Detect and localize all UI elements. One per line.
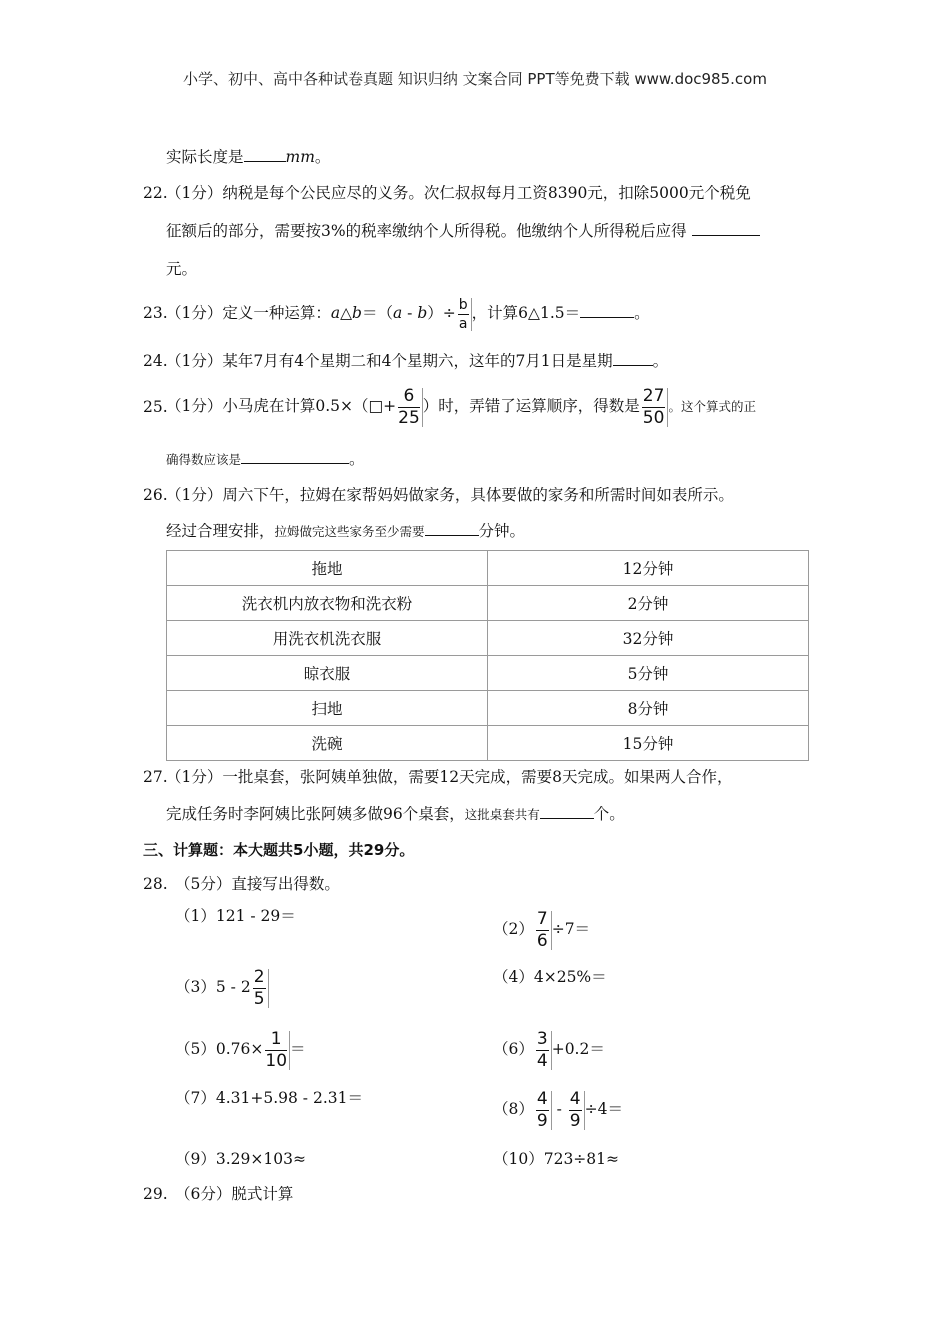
q28-p3-pre: （3）5 - 2 — [175, 978, 251, 996]
q26-line2c: 分钟。 — [478, 522, 526, 540]
q27-line2b: 这批桌套共有 — [464, 807, 540, 822]
q23-op: △ — [340, 304, 353, 322]
chore-name: 拖地 — [167, 551, 488, 586]
q24-text: （1分）某年7月有4个星期二和4个星期六，这年的7月1日是星期 — [166, 352, 613, 370]
q28-p5-num: 1 — [265, 1031, 287, 1051]
q26-line1: （1分）周六下午，拉姆在家帮妈妈做家务，具体要做的家务和所需时间如表所示。 — [166, 486, 734, 504]
q22-line2 — [166, 220, 760, 242]
q28-number: 28. — [143, 875, 168, 893]
q28-item-5 — [175, 1026, 306, 1072]
q28-item-10: （10）723÷81≈ — [493, 1150, 620, 1168]
q28-p6-post: +0.2＝ — [551, 1040, 605, 1058]
q26-number: 26. — [143, 486, 168, 504]
q24-blank[interactable] — [613, 351, 653, 366]
q23-var-a2: a — [393, 304, 403, 322]
q28-p8-post: ÷4＝ — [584, 1100, 623, 1118]
q22-number: 22. — [143, 184, 168, 202]
q28-item-1: （1）121 - 29＝ — [175, 907, 296, 925]
q28-item-3 — [175, 964, 269, 1010]
q27-blank[interactable] — [540, 804, 594, 819]
q23-eq: ＝（ — [361, 304, 393, 322]
q28-p8-den1: 9 — [536, 1110, 548, 1131]
q23-frac-den: a — [458, 315, 468, 332]
q23-var-a: a — [330, 304, 341, 322]
q28-p5-post: ＝ — [290, 1040, 306, 1058]
q25-frac1-num: 6 — [398, 388, 420, 408]
q28-p3-fraction — [251, 966, 269, 1009]
q21-blank[interactable] — [244, 147, 286, 162]
q28-item-7: （7）4.31+5.98 - 2.31＝ — [175, 1089, 363, 1107]
q21-tail — [166, 146, 330, 168]
chore-name: 洗衣机内放衣物和洗衣粉 — [167, 586, 488, 621]
q21-text: 实际长度是 — [166, 148, 244, 166]
q28-p8-pre: （8） — [493, 1100, 534, 1118]
chore-time: 15分钟 — [488, 726, 809, 761]
q28-item-9: （9）3.29×103≈ — [175, 1150, 306, 1168]
chore-time: 8分钟 — [488, 691, 809, 726]
q25-frac2-num: 27 — [642, 385, 665, 406]
q23-blank[interactable] — [580, 303, 634, 318]
q28-p6-num: 3 — [536, 1028, 548, 1049]
q25-line2-text: 确得数应该是 — [166, 452, 242, 467]
q28-p2-num: 7 — [536, 908, 548, 929]
q24-number: 24. — [143, 352, 168, 370]
q25-frac2-den: 50 — [642, 407, 665, 428]
q23-minus: - — [402, 304, 418, 322]
q25-number: 25. — [143, 398, 168, 416]
q28-p2-den: 6 — [536, 930, 548, 951]
q23-fraction — [456, 298, 472, 331]
q23-end: 。 — [634, 304, 650, 322]
q28-p5-pre: （5）0.76× — [175, 1040, 264, 1058]
q25-frac1-den: 25 — [398, 407, 420, 428]
q25-blank[interactable] — [241, 449, 349, 464]
q25-body — [166, 382, 756, 431]
q22-line2-text: 征额后的部分，需要按3%的税率缴纳个人所得税。他缴纳个人所得税后应得 — [166, 222, 687, 240]
q21-unit: mm — [285, 148, 315, 166]
q23-pre: （1分）定义一种运算： — [166, 304, 331, 322]
q28-p6-den: 4 — [536, 1050, 548, 1071]
q26-blank[interactable] — [425, 521, 479, 536]
q26-line2 — [166, 520, 525, 543]
q27-number: 27. — [143, 768, 168, 786]
chore-name: 晾衣服 — [167, 656, 488, 691]
table-row — [167, 621, 809, 656]
chore-name: 洗碗 — [167, 726, 488, 761]
q28-p3-num: 2 — [253, 966, 265, 987]
chore-name: 用洗衣机洗衣服 — [167, 621, 488, 656]
q25-mid: ）时，弄错了运算顺序，得数是 — [422, 397, 640, 415]
q28-item-6 — [493, 1026, 605, 1072]
q22-line1: （1分）纳税是每个公民应尽的义务。次仁叔叔每月工资8390元，扣除5000元个税免 — [166, 184, 751, 202]
q28-p3-den: 5 — [253, 988, 265, 1009]
q27-line2c: 个。 — [593, 805, 625, 823]
q22-blank[interactable] — [692, 221, 760, 236]
section-3-heading: 三、计算题：本大题共5小题，共29分。 — [143, 841, 415, 859]
q23-body — [166, 290, 650, 336]
q28-p5-den: 10 — [265, 1050, 288, 1071]
q24-body — [166, 350, 668, 372]
chore-time: 2分钟 — [488, 586, 809, 621]
q27-line2 — [166, 803, 625, 826]
q25-pre: （1分）小马虎在计算0.5×（□+ — [166, 397, 397, 415]
q28-p5-fraction — [263, 1028, 290, 1071]
table-row — [167, 551, 809, 586]
q27-line2a: 完成任务时李阿姨比张阿姨多做96个桌套， — [166, 805, 465, 823]
q24-end: 。 — [652, 352, 669, 370]
q23-var-b: b — [352, 304, 362, 322]
q25-end: 。 — [349, 450, 365, 468]
q28-p2-fraction — [534, 908, 552, 951]
q23-frac-num: b — [458, 296, 468, 313]
q28-p2-pre: （2） — [493, 920, 534, 938]
q22-line3: 元。 — [166, 260, 198, 278]
page-header: 小学、初中、高中各种试卷真题 知识归纳 文案合同 PPT等免费下载 www.doc985.com — [183, 70, 767, 88]
q26-line2b: 拉姆做完这些家务至少需要 — [274, 524, 425, 539]
q23-number: 23. — [143, 304, 168, 322]
q23-post: ，计算6△1.5＝ — [471, 304, 581, 322]
q28-p6-fraction — [534, 1028, 552, 1071]
q23-close: ）÷ — [427, 304, 456, 322]
table-row — [167, 656, 809, 691]
table-row — [167, 586, 809, 621]
q28-p8-den2: 9 — [569, 1110, 581, 1131]
chore-time: 12分钟 — [488, 551, 809, 586]
q28-p8-fraction-2 — [567, 1088, 585, 1131]
q28-p6-pre: （6） — [493, 1040, 534, 1058]
q28-p8-num2: 4 — [569, 1088, 581, 1109]
q26-line2a: 经过合理安排， — [166, 522, 275, 540]
q25-tail: 。这个算式的正 — [668, 399, 756, 414]
chore-time: 5分钟 — [488, 656, 809, 691]
q25-line2 — [166, 448, 365, 471]
q28-item-8 — [493, 1086, 623, 1132]
q28-p2-post: ÷7＝ — [551, 920, 591, 938]
table-row — [167, 726, 809, 761]
table-row — [167, 691, 809, 726]
q27-line1: （1分）一批桌套，张阿姨单独做，需要12天完成，需要8天完成。如果两人合作， — [166, 768, 733, 786]
q25-fraction-1 — [396, 385, 423, 428]
q28-item-4: （4）4×25%＝ — [493, 968, 607, 986]
q29-title: （6分）脱式计算 — [175, 1185, 294, 1203]
q25-fraction-2 — [640, 385, 669, 428]
q28-p8-mid: - — [551, 1100, 567, 1118]
q28-item-2 — [493, 906, 590, 952]
q28-title: （5分）直接写出得数。 — [175, 875, 340, 893]
q28-p8-num1: 4 — [536, 1088, 548, 1109]
chore-name: 扫地 — [167, 691, 488, 726]
chore-time: 32分钟 — [488, 621, 809, 656]
q28-p8-fraction-1 — [534, 1088, 552, 1131]
q29-number: 29. — [143, 1185, 168, 1203]
q21-end: 。 — [314, 148, 331, 166]
chores-table — [166, 550, 809, 761]
q23-var-b2: b — [417, 304, 428, 322]
